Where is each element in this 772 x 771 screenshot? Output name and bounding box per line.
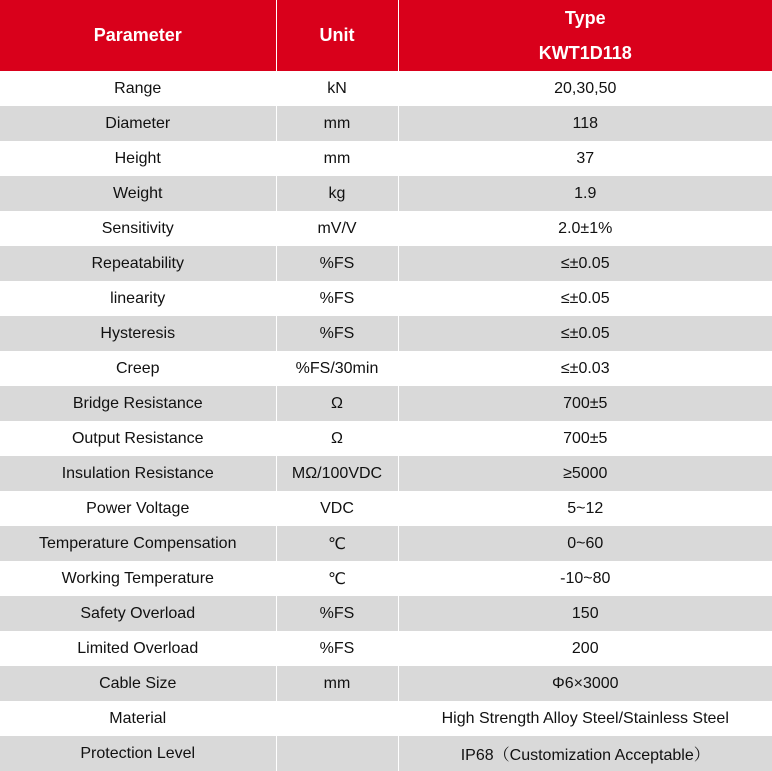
spec-table-header: [0, 0, 772, 71]
cell-value: 700±5: [563, 394, 608, 412]
cell-value: 700±5: [563, 429, 608, 447]
cell-parameter: Weight: [0, 176, 276, 211]
table-row: [0, 281, 772, 316]
table-row: [0, 211, 772, 246]
header-unit: Unit: [276, 0, 398, 71]
cell-unit: %FS: [276, 281, 398, 316]
cell-unit: mm: [276, 141, 398, 176]
table-row: [0, 106, 772, 141]
cell-unit: mm: [276, 666, 398, 701]
cell-parameter: Hysteresis: [0, 316, 276, 351]
cell-unit: kN: [276, 71, 398, 106]
cell-unit: %FS: [276, 246, 398, 281]
cell-value: ≤±0.03: [560, 359, 610, 377]
table-row: [0, 666, 772, 701]
cell-unit: %FS/30min: [276, 351, 398, 386]
cell-value: 200: [571, 639, 599, 657]
cell-value: 5~12: [567, 499, 604, 517]
cell-unit: mm: [276, 106, 398, 141]
cell-value: 150: [571, 604, 599, 622]
cell-parameter: Range: [0, 71, 276, 106]
cell-unit: ℃: [276, 561, 398, 596]
cell-value: 20,30,50: [554, 79, 617, 97]
cell-parameter: Limited Overload: [0, 631, 276, 666]
cell-parameter: Safety Overload: [0, 596, 276, 631]
table-row: [0, 526, 772, 561]
table-row: [0, 456, 772, 491]
cell-unit: [276, 736, 398, 771]
cell-unit: %FS: [276, 316, 398, 351]
spec-table-body: [0, 71, 772, 771]
cell-parameter: Repeatability: [0, 246, 276, 281]
cell-parameter: Material: [0, 701, 276, 736]
table-row: [0, 246, 772, 281]
cell-parameter: Sensitivity: [0, 211, 276, 246]
cell-unit: ℃: [276, 526, 398, 561]
header-type: Type: [398, 0, 772, 36]
header-model: KWT1D118: [398, 36, 772, 71]
cell-value: 1.9: [574, 184, 597, 202]
cell-unit: VDC: [276, 491, 398, 526]
table-row: [0, 561, 772, 596]
cell-parameter: Temperature Compensation: [0, 526, 276, 561]
cell-parameter: linearity: [0, 281, 276, 316]
cell-unit: %FS: [276, 631, 398, 666]
cell-parameter: Power Voltage: [0, 491, 276, 526]
table-row: [0, 316, 772, 351]
table-row: [0, 351, 772, 386]
cell-value: -10~80: [560, 569, 611, 587]
table-row: [0, 176, 772, 211]
cell-parameter: Protection Level: [0, 736, 276, 771]
cell-parameter: Bridge Resistance: [0, 386, 276, 421]
cell-unit: kg: [276, 176, 398, 211]
cell-value: ≤±0.05: [560, 289, 610, 307]
cell-value: IP68（Customization Acceptable）: [460, 747, 710, 764]
cell-value: Φ6×3000: [551, 674, 619, 692]
cell-parameter: Height: [0, 141, 276, 176]
table-row: [0, 141, 772, 176]
cell-unit: [276, 701, 398, 736]
cell-parameter: Output Resistance: [0, 421, 276, 456]
cell-parameter: Creep: [0, 351, 276, 386]
cell-parameter: Insulation Resistance: [0, 456, 276, 491]
table-row: [0, 491, 772, 526]
cell-value: ≥5000: [563, 464, 608, 482]
cell-value: 0~60: [567, 534, 604, 552]
table-row: [0, 631, 772, 666]
cell-parameter: Working Temperature: [0, 561, 276, 596]
cell-parameter: Cable Size: [0, 666, 276, 701]
cell-value: High Strength Alloy Steel/Stainless Steel: [441, 709, 729, 727]
table-row: [0, 596, 772, 631]
cell-unit: MΩ/100VDC: [276, 456, 398, 491]
cell-unit: Ω: [276, 421, 398, 456]
cell-value: 2.0±1%: [558, 219, 613, 237]
cell-value: ≤±0.05: [560, 324, 610, 342]
cell-value: 118: [572, 114, 598, 132]
table-row: [0, 386, 772, 421]
cell-unit: %FS: [276, 596, 398, 631]
header-parameter: Parameter: [0, 0, 276, 71]
table-row: [0, 71, 772, 106]
table-row: [0, 421, 772, 456]
cell-value: ≤±0.05: [560, 254, 610, 272]
cell-parameter: Diameter: [0, 106, 276, 141]
table-row: [0, 736, 772, 771]
cell-unit: mV/V: [276, 211, 398, 246]
cell-value: 37: [576, 149, 595, 167]
table-row: [0, 701, 772, 736]
cell-unit: Ω: [276, 386, 398, 421]
